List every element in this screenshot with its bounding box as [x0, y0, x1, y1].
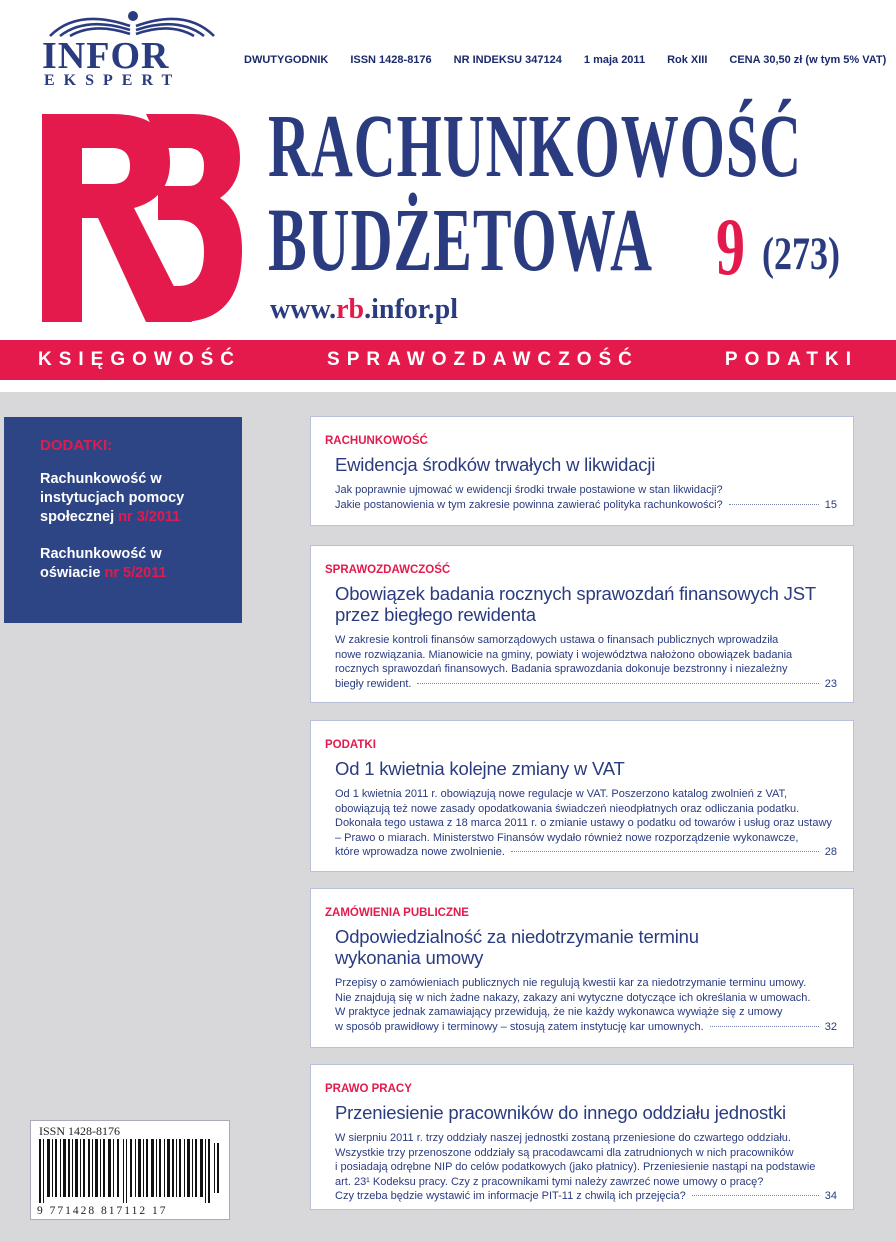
article-desc-line: nowe rozwiązania. Mianowicie na gminy, powiaty i województwa nałożono obowiązek badania — [335, 648, 793, 661]
supplement-item — [40, 470, 226, 527]
article-desc-line: Od 1 kwietnia 2011 r. obowiązują nowe regulacje w VAT. Poszerzono katalog zwolnień z VAT, — [335, 788, 788, 800]
article-headline[interactable]: Ewidencja środków trwałych w likwidacji — [335, 454, 656, 475]
article-description — [335, 787, 837, 845]
issue-total-number: (273) — [762, 227, 840, 280]
magazine-title-line1: RACHUNKOWOŚĆ — [268, 95, 803, 197]
article-page-leader — [335, 1020, 837, 1035]
article-category: ZAMÓWIENIA PUBLICZNE — [325, 907, 469, 919]
article-category: SPRAWOZDAWCZOŚĆ — [325, 564, 451, 576]
article-description — [335, 633, 837, 677]
barcode-issn: ISSN 1428-8176 — [39, 1124, 121, 1138]
website-prefix: www. — [270, 294, 337, 325]
article-card[interactable] — [310, 888, 854, 1048]
article-headline[interactable]: Obowiązek badania rocznych sprawozdań finansowych JST przez biegłego rewidenta — [335, 583, 816, 625]
article-desc-line: Jak poprawnie ujmować w ewidencji środki trwałe postawione w stan likwidacji? — [335, 484, 723, 496]
band-topic-reporting: SPRAWOZDAWCZOŚĆ — [327, 349, 639, 370]
article-desc-line: Nie znajdują się w nich żadne nakazy, zakazy ani wytyczne dotyczące ich określania w umowach. — [335, 991, 811, 1004]
dot-leader — [710, 1026, 819, 1027]
supplements-box — [4, 417, 242, 623]
article-headline[interactable]: Odpowiedzialność za niedotrzymanie terminu wykonania umowy — [335, 926, 699, 968]
supplement-number: nr 5/2011 — [104, 565, 167, 581]
article-page-number[interactable]: 34 — [824, 1190, 837, 1202]
article-category: RACHUNKOWOŚĆ — [325, 435, 428, 447]
logo-ekspert-text: EKSPERT — [44, 72, 182, 89]
barcode-bars-icon — [39, 1139, 223, 1203]
info-frequency: DWUTYGODNIK — [244, 54, 329, 66]
article-desc-last-line: w sposób prawidłowy i terminowy – stosują zatem instytucję kar umownych. — [335, 1020, 704, 1033]
article-page-leader — [335, 677, 837, 692]
article-page-number[interactable]: 23 — [824, 677, 837, 690]
article-desc-line: Wszystkie trzy przenoszone oddziały są pracodawcami dla zatrudnionych w nich pracowników — [335, 1146, 794, 1159]
article-desc-line: i posiadają odrębne NIP do celów podatkowych (jako płatnicy). Przeniesienie nastąpi na podstawie — [335, 1161, 816, 1173]
article-desc-last-line: Jakie postanowienia w tym zakresie powinna zawierać polityka rachunkowości? — [335, 498, 723, 511]
article-page-leader — [335, 1189, 837, 1204]
article-desc-last-line: Czy trzeba będzie wystawić im informacje PIT-11 z chwilą ich przejęcia? — [335, 1190, 686, 1202]
article-desc-line: obowiązują też nowe zasady opodatkowania świadczeń nieodpłatnych oraz odliczania podatku. — [335, 802, 800, 815]
supplements-label: DODATKI: — [40, 437, 113, 454]
article-category: PRAWO PRACY — [325, 1083, 412, 1095]
info-year: Rok XIII — [667, 54, 708, 66]
website-link[interactable] — [270, 294, 458, 326]
article-page-leader — [335, 845, 837, 860]
article-desc-line: W sierpniu 2011 r. trzy oddziały naszej jednostki zostaną przeniesione do czwartego oddziału. — [335, 1132, 791, 1144]
barcode — [30, 1120, 230, 1220]
article-desc-last-line: biegły rewident. — [335, 677, 412, 690]
publication-info-line — [244, 54, 887, 66]
article-description — [335, 483, 837, 498]
article-desc-line: W zakresie kontroli finansów samorządowych ustawa o finansach publicznych wprowadziła — [335, 634, 779, 646]
article-card[interactable] — [310, 545, 854, 703]
info-index: NR INDEKSU 347124 — [453, 54, 562, 66]
website-suffix: .infor.pl — [364, 294, 459, 325]
article-category: PODATKI — [325, 739, 376, 751]
supplement-number: nr 3/2011 — [118, 509, 181, 525]
article-card[interactable] — [310, 720, 854, 872]
dot-leader — [417, 683, 818, 684]
rb-logo-mark — [42, 100, 242, 330]
article-card[interactable] — [310, 1064, 854, 1210]
info-date: 1 maja 2011 — [583, 54, 646, 66]
info-issn: ISSN 1428-8176 — [350, 54, 432, 66]
dot-leader — [511, 851, 819, 852]
band-topic-taxes: PODATKI — [724, 349, 858, 370]
article-description — [335, 1131, 837, 1189]
logo-infor-text: INFOR — [42, 35, 170, 77]
supplement-title: Rachunkowość w instytucjach pomocy społecznej — [40, 471, 185, 525]
issue-number: 9 — [716, 201, 745, 293]
article-card[interactable] — [310, 416, 854, 526]
supplement-item — [40, 545, 226, 583]
article-description — [335, 976, 837, 1020]
dot-leader — [692, 1195, 819, 1196]
infor-ekspert-logo — [38, 4, 228, 94]
article-page-leader — [335, 498, 837, 513]
article-desc-line: art. 23¹ Kodeksu pracy. Czy z pracownikami tymi należy zawrzeć nowe umowy o pracę? — [335, 1175, 764, 1188]
article-desc-line: – Prawo o miarach. Ministerstwo Finansów wydało również nowe rozporządzenie wykonawcze, — [335, 831, 799, 844]
info-price: CENA 30,50 zł (w tym 5% VAT) — [729, 54, 887, 66]
article-page-number[interactable]: 32 — [824, 1020, 837, 1033]
band-topic-accounting: KSIĘGOWOŚĆ — [38, 349, 242, 370]
magazine-title-line2: BUDŻETOWA — [268, 189, 654, 291]
article-page-number[interactable]: 15 — [824, 498, 837, 511]
website-highlight: rb — [336, 294, 365, 325]
barcode-digits: 9 771428 817112 17 — [37, 1205, 168, 1217]
article-page-number[interactable]: 28 — [824, 846, 837, 858]
article-headline[interactable]: Przeniesienie pracowników do innego oddziału jednostki — [335, 1102, 786, 1123]
article-desc-line: Dokonała tego ustawa z 18 marca 2011 r. o zmianie ustawy o podatku od towarów i usług oraz ustawy — [335, 817, 832, 829]
article-desc-line: Przepisy o zamówieniach publicznych nie regulują kwestii kar za niedotrzymanie terminu umowy. — [335, 977, 807, 989]
topics-band — [0, 340, 896, 380]
article-desc-line: W praktyce jednak zamawiający przewidują, że nie każdy wykonawca wywiąże się z umowy — [335, 1006, 783, 1018]
dot-leader — [729, 504, 819, 505]
article-desc-last-line: które wprowadza nowe zwolnienie. — [335, 846, 505, 858]
article-desc-line: rocznych sprawozdań finansowych. Badania sprawozdania dokonuje bezstronny i niezależny — [335, 663, 788, 675]
supplement-title: Rachunkowość w oświacie — [40, 546, 162, 581]
article-headline[interactable]: Od 1 kwietnia kolejne zmiany w VAT — [335, 758, 625, 779]
